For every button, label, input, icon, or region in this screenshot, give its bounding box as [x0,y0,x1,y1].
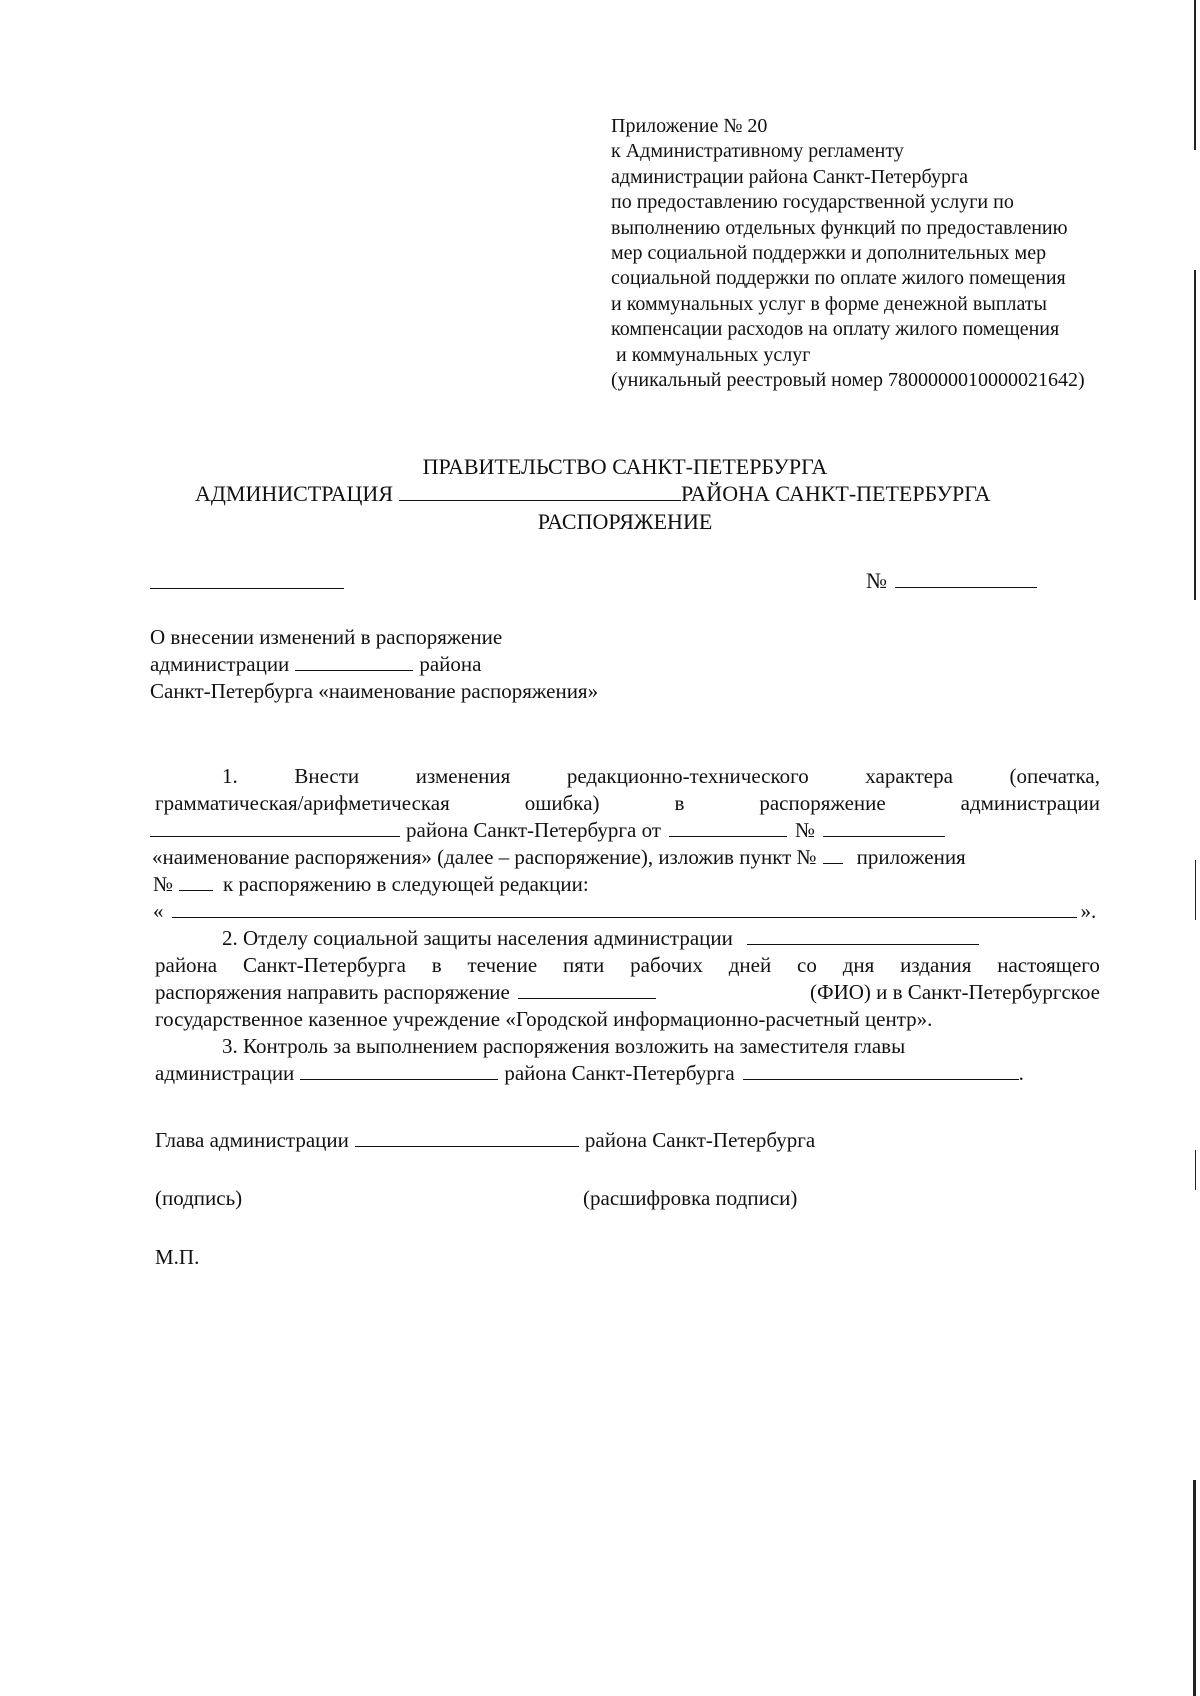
word: ошибка) [524,791,600,815]
appendix-line: мер социальной поддержки и дополнительных мер [611,242,1047,265]
number-sign: № [153,872,174,896]
government-title: ПРАВИТЕЛЬСТВО САНКТ-ПЕТЕРБУРГА [422,454,828,479]
number-sign: № [794,818,816,842]
appendix-line: к Административному регламенту [611,140,904,163]
open-quote: « [153,899,164,923]
scan-edge [1190,0,1200,1696]
word: Внести [294,764,360,788]
item2-line-2 [155,953,1100,979]
edge-segment [1195,860,1196,920]
appendix-line: и коммунальных услуг в форме денежной выплаты [611,292,1047,315]
subject-district-blank [295,652,413,671]
district-blank [300,1061,498,1080]
admin-label: администрации [155,1061,295,1085]
signature-label: (подпись) [155,1186,243,1210]
item2-line3-left [155,980,656,1006]
district-label: района Санкт-Петербурга [504,1061,735,1085]
word: изменения [415,764,511,788]
word: в [674,791,685,815]
item1-line-2 [155,791,1100,817]
item1-line-3 [150,818,945,844]
revision-text: к распоряжению в следующей редакции: [223,872,589,896]
appendix-number-blank [179,872,213,891]
word: издания [900,953,972,977]
appendix-note [611,114,1085,393]
word: распоряжение [759,791,886,815]
district-blank [747,926,979,945]
item-number-blank [823,845,843,864]
word: администрации [960,791,1100,815]
appendix-word: приложения [856,845,966,869]
edge-segment [1193,1480,1196,1696]
word: Санкт-Петербурга [242,953,406,977]
word: в [431,953,442,977]
item2-text: 2. Отделу социальной защиты населения администрации [222,926,733,950]
word: дней [728,953,772,977]
order-title: РАСПОРЯЖЕНИЕ [537,509,713,534]
head-signature-line [155,1128,815,1154]
appendix-line: социальной поддержки по оплате жилого помещения [611,267,1066,290]
appendix-line: (уникальный реестровый номер 7800000010000021642) [611,369,1085,392]
item3-line-1: 3. Контроль за выполнением распоряжения возложить на заместителя главы [222,1034,906,1058]
subject-line-1: О внесении изменений в распоряжение [150,625,503,649]
number-sign: № [866,568,887,593]
head-label: Глава администрации [155,1128,349,1152]
appendix-line: Приложение № 20 [611,115,768,137]
appendix-line: и коммунальных услуг [611,343,811,366]
subject-admin-label: администрации [150,652,290,676]
item2-line-4: государственное казенное учреждение «Городской информационно-расчетный центр». [155,1007,933,1031]
item1-line-4 [152,845,966,871]
edge-segment [1194,0,1196,150]
administration-prefix: АДМИНИСТРАЦИЯ [195,481,393,506]
word: рабочих [630,953,703,977]
appendix-line: администрации района Санкт-Петербурга [611,165,969,188]
word: настоящего [997,953,1100,977]
appendix-line: компенсации расходов на оплату жилого помещения [611,318,1060,341]
word: дня [842,953,875,977]
word: со [797,953,817,977]
word: пяти [562,953,605,977]
seal-label: М.П. [155,1245,200,1269]
number-blank [895,569,1037,588]
administration-title [195,481,990,507]
item3-line-2 [155,1061,1024,1087]
deputy-blank [743,1061,1019,1080]
word: грамматическая/арифметическая [155,791,450,815]
administration-suffix: РАЙОНА САНКТ-ПЕТЕРБУРГА [681,481,991,506]
appendix-line: выполнению отдельных функций по предоставлению [611,216,1068,239]
word: редакционно-технического [566,764,809,788]
subject-district-label: района [419,652,482,676]
edge-segment [1195,1150,1196,1190]
order-number-blank [823,818,945,837]
item2-line-3 [155,980,1100,1006]
subject-line-2 [150,652,481,678]
district-label: района Санкт-Петербурга от [406,818,661,842]
district-blank [355,1128,579,1147]
word: 1. [222,764,238,788]
fio-and-institution: (ФИО) и в Санкт-Петербургское [810,980,1100,1004]
district-label: района Санкт-Петербурга [584,1128,816,1152]
district-blank [150,818,400,837]
item1-line-1 [222,764,1100,790]
new-wording-blank [172,899,1077,918]
order-date-blank [669,818,787,837]
word: характера [865,764,953,788]
send-text: распоряжения направить распоряжение [155,980,510,1004]
order-name-text: «наименование распоряжения» (далее – распоряжение), изложив пункт № [152,845,817,869]
close-quote: ». [1080,899,1097,923]
item1-line-6 [153,899,1096,925]
word: течение [467,953,538,977]
appendix-line: по предоставлению государственной услуги по [611,191,1014,214]
word: района [155,953,218,977]
item1-line-5 [153,872,589,898]
order-number [866,568,1037,594]
district-blank [399,482,681,501]
fio-blank [518,980,656,999]
signature-decoding-label: (расшифровка подписи) [583,1186,798,1210]
item2-line-1 [222,926,979,952]
edge-segment [1194,270,1196,600]
word: (опечатка, [1009,764,1100,788]
subject-line-3: Санкт-Петербурга «наименование распоряжения» [150,679,599,703]
period: . [1018,1061,1024,1085]
date-blank [150,588,344,589]
